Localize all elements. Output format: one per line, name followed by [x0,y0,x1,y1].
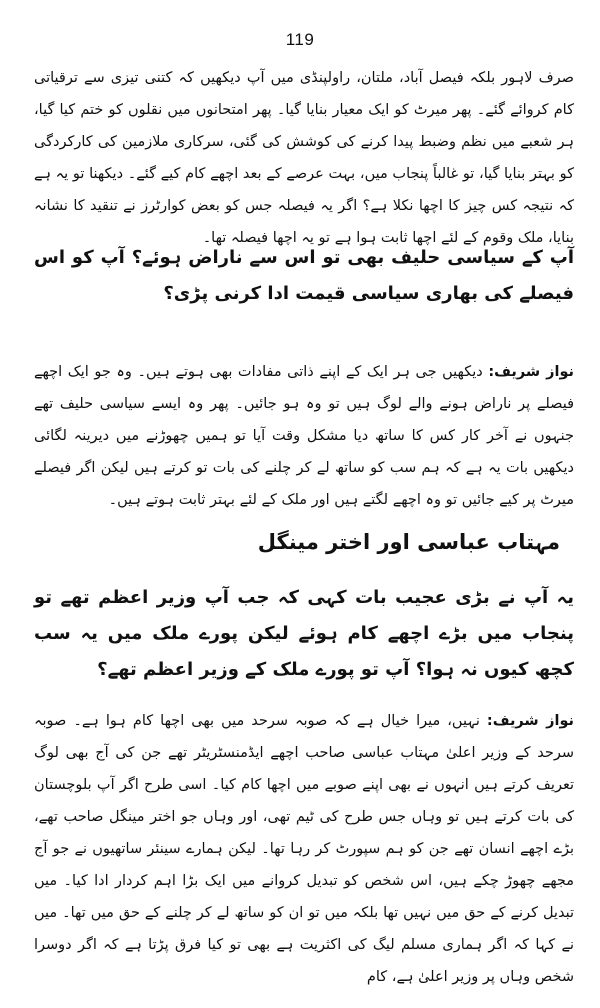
interview-question-2: یہ آپ نے بڑی عجیب بات کہی کہ جب آپ وزیر اعظم تھے تو پنجاب میں بڑے اچھے کام ہوئے لیکن پورے ملک میں یہ سب کچھ کیوں نہ ہوا؟ آپ تو پورے ملک کے وزیر اعظم تھے؟ [34,587,574,680]
answer-text: نہیں، میرا خیال ہے کہ صوبہ سرحد میں بھی اچھا کام ہوا ہے۔ صوبہ سرحد کے وزیر اعلیٰ مہتاب عباسی صاحب اچھے ایڈمنسٹریٹر تھے جن کی آج بھی لوگ تعریف کرتے ہیں انہوں نے بھی اپنے صوبے میں اچھا کام کیا۔ اسی طرح اگر آپ بلوچستان کی بات کرتے ہیں تو وہاں جس طرح کی ٹیم تھی، اور وہاں جو اختر مینگل صاحب تھے، بڑے اچھے انسان تھے جن کو ہم سپورٹ کر رہا تھا۔ لیکن ہمارے سینئر ساتھیوں نے جو آج مجھے چھوڑ چکے ہیں، اس شخص کو تبدیل کروانے میں ایک بڑا اہم کردار ادا کیا۔ میں تبدیل کرنے کے حق میں نہیں تھا بلکہ میں تو ان کو ساتھ لے کر چلنے کے حق میں تھا۔ میں نے کہا کہ اگر ہماری مسلم لیگ کی اکثریت ہے بھی تو کیا فرق پڑتا ہے کہ اگر دوسرا شخص وہاں پر وزیر اعلیٰ ہے، کام [34,713,574,985]
interview-answer-1 [34,356,574,521]
section-heading: مہتاب عباسی اور اختر مینگل [257,530,560,554]
interview-answer-2 [34,705,574,1005]
page-number: 119 [285,30,315,49]
paragraph-continuation: صرف لاہور بلکہ فیصل آباد، ملتان، راولپنڈی میں آپ دیکھیں کہ کتنی تیزی سے ترقیاتی کام کروائے گئے۔ پھر میرٹ کو ایک معیار بنایا گیا۔ پھر امتحانوں میں نقلوں کو ختم کیا گیا، ہر شعبے میں نظم وضبط پیدا کرنے کی کوشش کی گئی، سرکاری ملازمین کی کارکردگی کو بہتر بنایا گیا، تو غالباً پنجاب میں، بہت عرصے کے بعد اچھے کام کیے گئے۔ دیکھنا تو یہ ہے کہ نتیجہ کس چیز کا اچھا نکلا ہے؟ اگر یہ فیصلہ جس کو بعض کوارٹرز نے تنقید کا نشانہ بنایا، ملک وقوم کے لئے اچھا ثابت ہوا ہے تو یہ اچھا فیصلہ تھا۔ [34,70,574,246]
speaker-label: نواز شریف: [488,364,574,380]
interview-question-1: آپ کے سیاسی حلیف بھی تو اس سے ناراض ہوئے؟ آپ کو اس فیصلے کی بھاری سیاسی قیمت ادا کرنی پڑی؟ [34,247,574,304]
speaker-label: نواز شریف: [486,713,574,729]
answer-text: دیکھیں جی ہر ایک کے اپنے ذاتی مفادات بھی ہوتے ہیں۔ وہ جو ایک اچھے فیصلے پر ناراض ہونے والے لوگ ہیں تو وہ ہو جائیں۔ پھر وہ ایسے سیاسی حلیف تھے جنہوں نے آخر کار کس کا ساتھ دیا مشکل وقت آیا تو ہمیں چھوڑنے میں دیرینہ لگائی دیکھیں بات یہ ہے کہ ہم سب کو ساتھ لے کر چلنے کی بات تو کرتے ہیں لیکن اگر فیصلے میرٹ پر کیے جائیں تو وہ اچھے لگتے ہیں اور ملک کے لئے بہتر ثابت ہوتے ہیں۔ [34,364,574,508]
